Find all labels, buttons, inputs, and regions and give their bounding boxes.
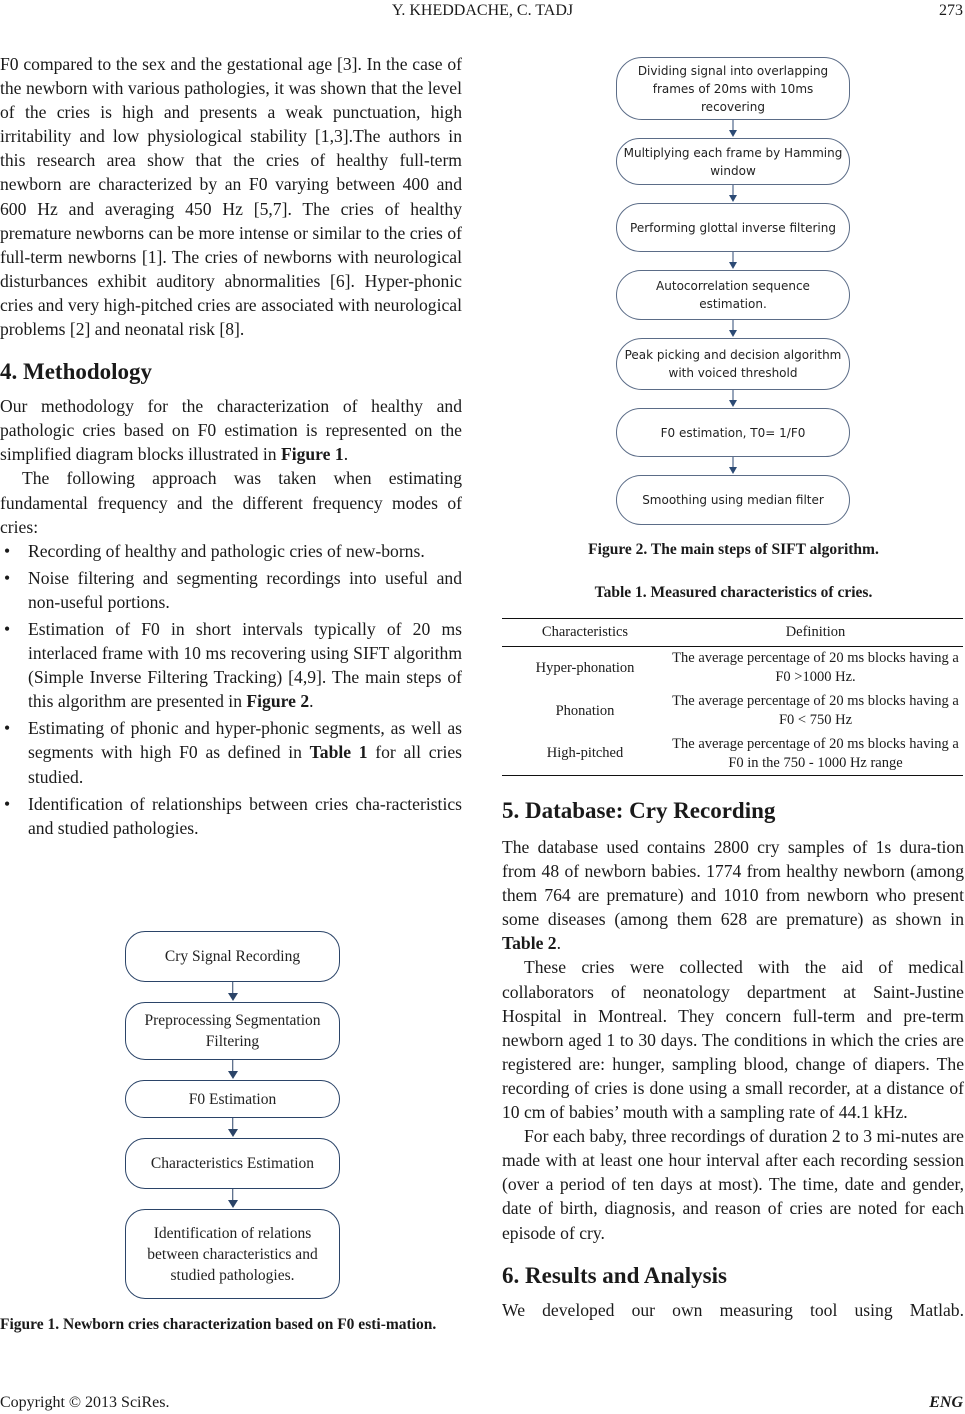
arrow-down-icon (125, 982, 340, 1002)
table-cell-characteristic: Hyper-phonation (535, 659, 635, 676)
table-cell-definition: The average percentage of 20 ms blocks having a F0 >1000 Hz. (672, 650, 959, 686)
arrow-down-icon (125, 1118, 340, 1138)
database-paragraph-1-text: The database used contains 2800 cry samples of 1s dura-tion from 48 of newborn babies. 1774 from healthy newborn (among them 764 are premature) and 1010 from newborn who present some diseases (among them 628 are premature) as shown in (502, 837, 964, 930)
bullet-text: Noise filtering and segmenting recordings into useful and non-useful portions. (28, 567, 462, 612)
table-row (502, 733, 963, 776)
figure-1-reference[interactable]: Figure 1 (280, 444, 344, 465)
arrow-down-icon (125, 1189, 340, 1209)
table-header-row (502, 619, 963, 647)
bullet-text: Identification of relationships between cries cha-racteristics and studied pathologies. (28, 793, 462, 838)
table-header-characteristics: Characteristics (541, 624, 629, 640)
copyright-notice: Copyright © 2013 SciRes. (0, 1394, 170, 1411)
table-header-definition: Definition (785, 624, 846, 640)
flowchart-box-dividing-signal: Dividing signal into overlapping frames of 20ms with 10ms recovering (616, 57, 850, 120)
flowchart-box-autocorrelation: Autocorrelation sequence estimation. (616, 270, 850, 320)
figure-1-caption: Figure 1. Newborn cries characterization based on F0 esti-mation. (0, 1316, 437, 1333)
figure-2-caption: Figure 2. The main steps of SIFT algorithm. (588, 541, 879, 558)
running-head-authors: Y. KHEDDACHE, C. TADJ (391, 2, 574, 19)
flowchart-box-median-filter: Smoothing using median filter (616, 475, 850, 525)
section-heading-database: 5. Database: Cry Recording (502, 798, 776, 823)
bullet-icon: • (4, 567, 11, 588)
flowchart-box-f0-estimation-t0: F0 estimation, T0= 1/F0 (616, 408, 850, 457)
arrow-down-icon (616, 390, 850, 408)
bullet-icon: • (4, 793, 11, 814)
bullet-item (0, 539, 462, 563)
bullet-text: Estimating of phonic and hyper-phonic segments, as well as segments with high F0 as defined in (28, 718, 462, 763)
methodology-bullet-list (0, 539, 462, 840)
database-paragraph-1-end: . (556, 933, 561, 954)
methodology-paragraph-1 (0, 394, 462, 466)
database-paragraph-2: These cries were collected with the aid of medical collaborators of neonatology department at Saint-Justine Hospital in Montreal. They concern full-term and pre-term newborn aged 1 to 30 days. The conditions in which the cries are registered are: hunger, sampling blood, change of diapers. The recording of cries is done using a small recorder, at a distance of 10 cm of babies’ mouth with a sampling rate of 44.1 kHz. (502, 957, 964, 1123)
table-2-reference[interactable]: Table 2 (502, 933, 557, 954)
table-row (502, 647, 963, 690)
flowchart-box-peak-picking: Peak picking and decision algorithm with voiced threshold (616, 338, 850, 390)
page-number: 273 (939, 2, 963, 19)
bullet-tail: . (309, 691, 314, 712)
running-head (0, 0, 965, 26)
arrow-down-icon (616, 185, 850, 203)
bullet-item (0, 566, 462, 614)
flowchart-box-characteristics-estimation: Characteristics Estimation (125, 1138, 340, 1189)
bullet-text: Recording of healthy and pathologic cries of new-borns. (28, 540, 425, 561)
table-row (502, 690, 963, 733)
database-paragraph-3: For each baby, three recordings of duration 2 to 3 mi-nutes are made with at least one hour interval after each recording session (over a period of ten days at most). The time, date and gender, date of birth, diagnosis, and reason of cries are noted for each episode of cry. (502, 1126, 964, 1243)
figure-2-reference[interactable]: Figure 2 (246, 691, 310, 712)
results-paragraph-1: We developed our own measuring tool using Matlab. (502, 1299, 964, 1320)
flowchart-box-identification: Identification of relations between characteristics and studied pathologies. (125, 1209, 340, 1299)
bullet-icon: • (4, 540, 11, 561)
table-1 (502, 618, 963, 776)
table-cell-characteristic: Phonation (555, 702, 615, 719)
right-column-text (502, 797, 964, 1322)
figure-1-flowchart (125, 931, 340, 1299)
methodology-paragraph-2: The following approach was taken when estimating fundamental frequency and the different frequency modes of cries: (0, 468, 462, 537)
database-paragraph-1 (502, 835, 964, 955)
bullet-icon: • (4, 718, 11, 739)
table-cell-characteristic: High-pitched (546, 745, 624, 762)
table-cell-definition: The average percentage of 20 ms blocks having a F0 in the 750 - 1000 Hz range (672, 735, 959, 771)
arrow-down-icon (616, 457, 850, 475)
section-heading-methodology: 4. Methodology (0, 359, 153, 385)
bullet-item (0, 792, 462, 840)
journal-abbreviation: ENG (929, 1394, 963, 1411)
figure-2-flowchart (616, 57, 850, 525)
flowchart-box-f0-estimation: F0 Estimation (125, 1080, 340, 1118)
bullet-text: Estimation of F0 in short intervals typically of 20 ms interlaced frame with 10 ms recovering using SIFT algorithm (Simple Inverse Filtering Tracking) [4,9]. The main steps of this algorithm are presented in (28, 618, 462, 712)
arrow-down-icon (616, 252, 850, 270)
flowchart-box-cry-signal-recording: Cry Signal Recording (125, 931, 340, 982)
section-heading-results: 6. Results and Analysis (502, 1262, 727, 1288)
arrow-down-icon (616, 320, 850, 338)
intro-paragraph: F0 compared to the sex and the gestational age [3]. In the case of the newborn with various pathologies, it was shown that the level of the cries is high and presents a weak punctuation, high irritability and low physiological stability [1,3].The authors in this research area show that the cries of healthy full-term newborn are characterized by an F0 varying between 400 and 600 Hz and averaging 450 Hz [5,7]. The cries of healthy premature newborns can be more intense or similar to the cries of full-term newborns [1]. The cries of newborns with neurological disturbances exhibit auditory abnormalities [6]. Hyper-phonic cries and very high-pitched cries are associated with neurological problems [2] and neonatal risk [8]. (0, 54, 462, 340)
flowchart-box-glottal-inverse-filtering: Performing glottal inverse filtering (616, 203, 850, 252)
flowchart-box-preprocessing: Preprocessing Segmentation Filtering (125, 1002, 340, 1060)
methodology-paragraph-1-text: Our methodology for the characterization of healthy and pathologic cries based on F0 estimation is represented on the simplified diagram blocks illustrated in (0, 396, 462, 465)
flowchart-box-hamming-window: Multiplying each frame by Hamming window (616, 138, 850, 185)
table-1-reference[interactable]: Table 1 (309, 742, 368, 763)
table-cell-definition: The average percentage of 20 ms blocks having a F0 < 750 Hz (672, 693, 959, 728)
bullet-item (0, 716, 462, 788)
bullet-icon: • (4, 618, 11, 639)
table-1-caption: Table 1. Measured characteristics of cries. (594, 584, 873, 601)
arrow-down-icon (125, 1060, 340, 1080)
bullet-tail: for all cries studied. (28, 742, 462, 787)
arrow-down-icon (616, 120, 850, 138)
methodology-paragraph-1-end: . (343, 444, 349, 465)
left-column (0, 52, 462, 840)
bullet-item (0, 617, 462, 713)
